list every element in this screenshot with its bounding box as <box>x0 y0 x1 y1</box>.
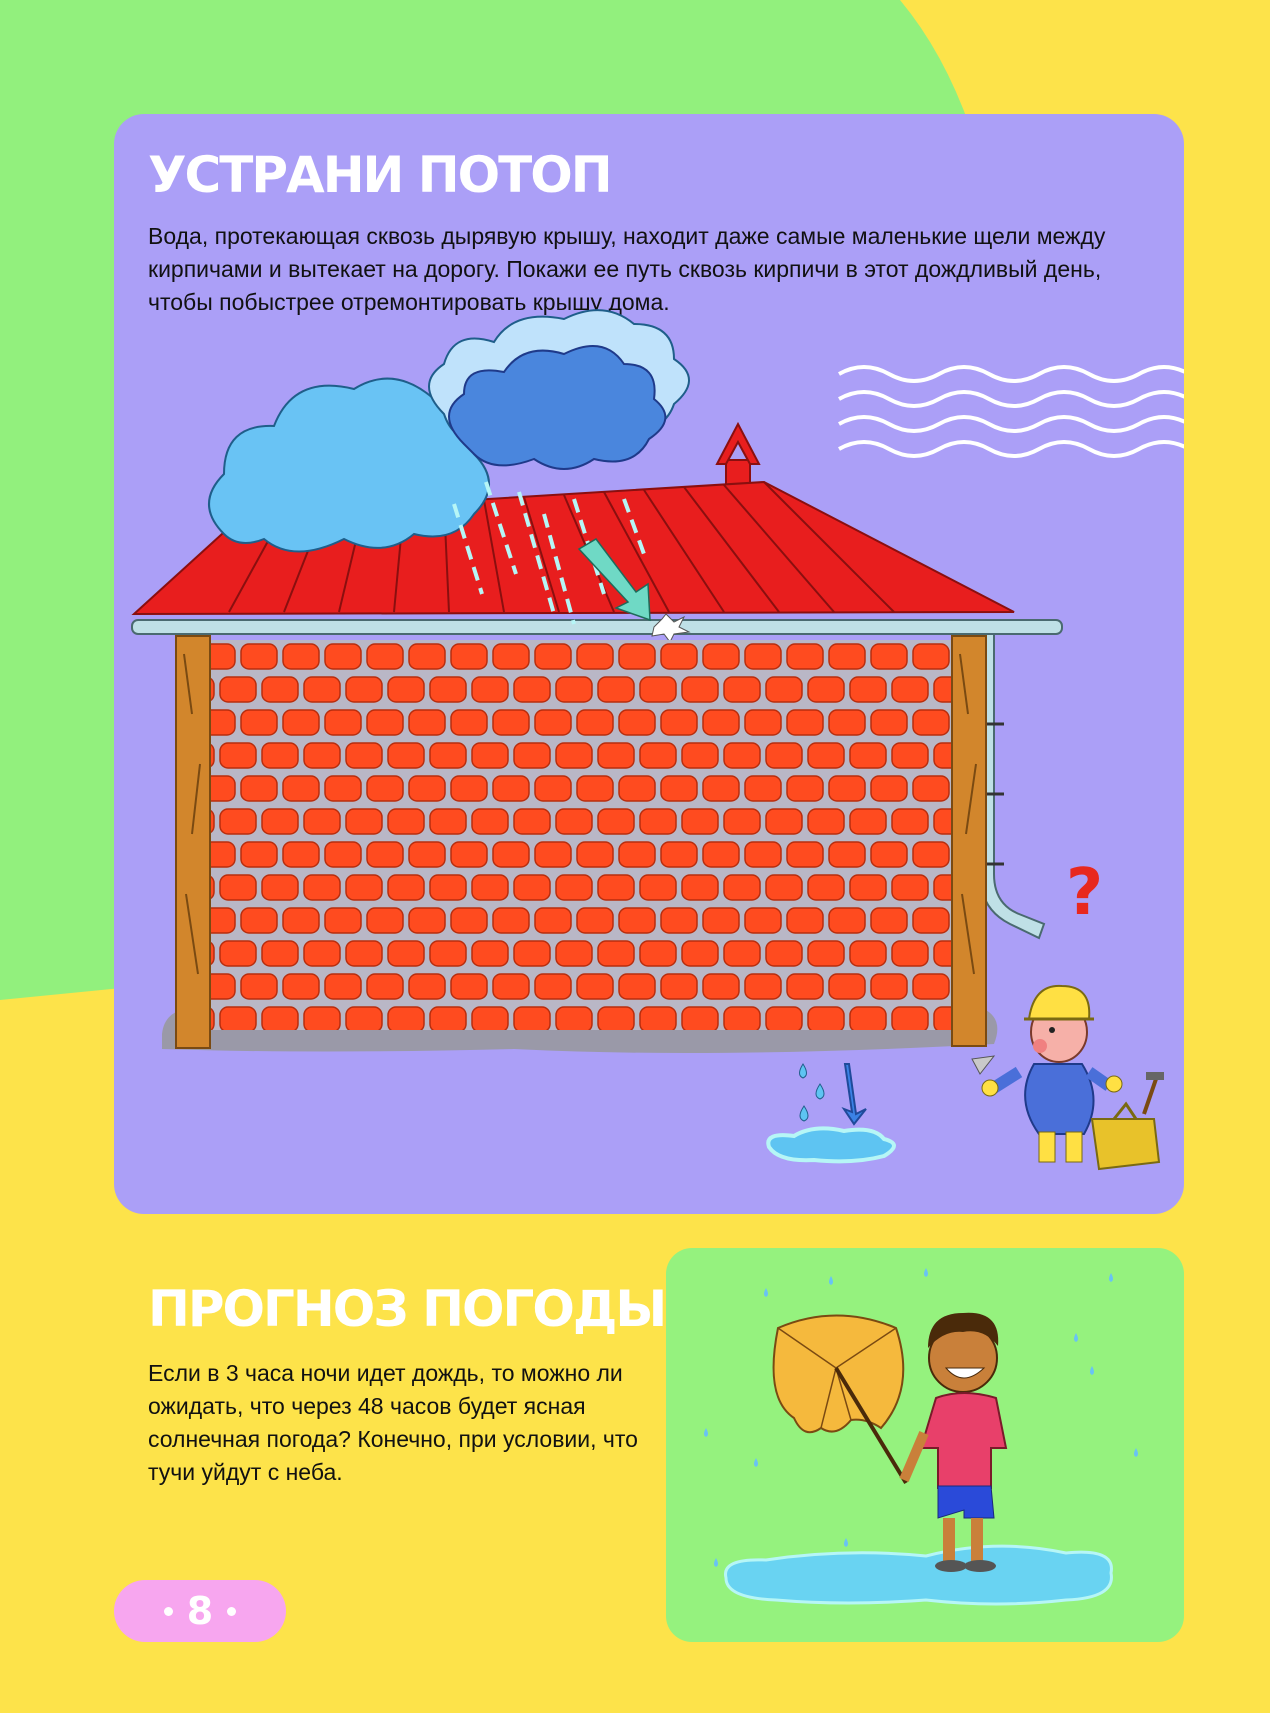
rain-drops <box>704 1268 1138 1577</box>
section-title-weather: ПРОГНОЗ ПОГОДЫ <box>148 1280 666 1338</box>
page-number-badge <box>114 1580 286 1642</box>
umbrella-icon <box>774 1316 906 1484</box>
puzzle-panel-flood <box>114 114 1184 1214</box>
page-number-dot-left <box>164 1607 173 1616</box>
section-description-weather: Если в 3 часа ночи идет дождь, то можно ли ожидать, что через 48 часов будет ясная солнечная погода? Конечно, при условии, что тучи уйдут с неба. <box>148 1360 638 1485</box>
brick-wall <box>162 636 997 1053</box>
wind-waves-decoration <box>839 367 1184 456</box>
arrow-down-icon <box>844 1064 866 1124</box>
boy-with-umbrella-illustration <box>666 1248 1184 1642</box>
cloud-icon-dark <box>429 310 689 469</box>
puddle-icon <box>768 1128 894 1161</box>
page-number: 8 <box>186 1589 214 1633</box>
page-number-dot-right <box>227 1607 236 1616</box>
section-title-flood: УСТРАНИ ПОТОП <box>148 146 611 204</box>
drop-icon <box>800 1064 825 1121</box>
puddle-icon-bottom <box>726 1546 1112 1604</box>
boy-icon <box>904 1313 1006 1572</box>
weather-picture-panel <box>666 1248 1184 1642</box>
question-mark: ? <box>1066 856 1104 930</box>
section-description-flood: Вода, протекающая сквозь дырявую крышу, находит даже самые маленькие щели между кирпичами и вытекает на дорогу. Покажи ее путь сквозь кирпичи в этот дождливый день, чтобы побыстрее отремонтировать крышу дома. <box>148 223 1106 315</box>
brick-house-maze[interactable] <box>114 114 1184 1214</box>
